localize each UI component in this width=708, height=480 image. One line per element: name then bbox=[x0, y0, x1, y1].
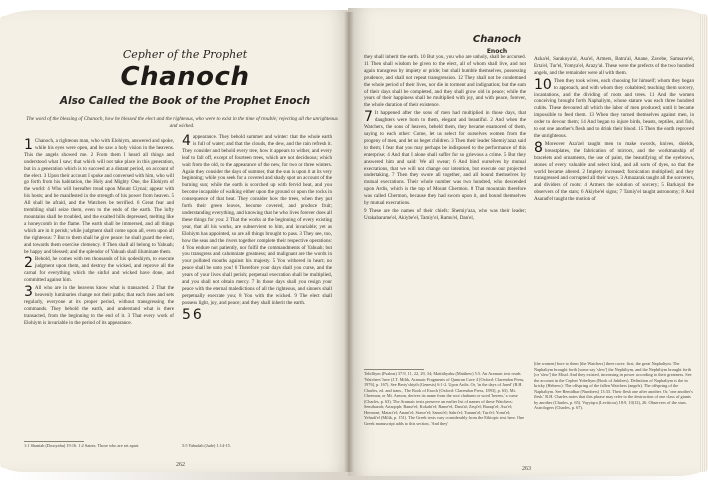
verse-text: Then they took wives, each choosing for himself; whom they began to approach, and with whom they cohabited; teaching them sorcery, incantations, and the dividing of roots and trees. 11 And the women conceiving brought forth Naphaliym, whose stature was each three hundred cubits. These devoured all which the labor of men produced; until it became impossible to feed them. 13 When they turned themselves against men, in order to devour them; 14 And began to injure birds, beasts, reptiles, and fish, to eat one another's flesh and to drink their blood. 15 Then the earth reproved the unrighteous. bbox=[534, 77, 694, 139]
verse-text: appearance. They behold summer and winter: that the whole earth is full of water; and that the clouds, the dew, and the rain refresh it. They consider and behold every tree, how it appears to wither, and every leaf to fall off, except of fourteen trees, which are not deciduous; which wait from the old, to the appearance of the new, for two or three winters. Again they consider the days of summer, that the sun is upon it at its very beginning; while you seek for a covered and shady spot on account of the burning sun; while the earth is scorched up with fervid heat, and you become incapable of walking either upon the ground or upon the rocks in consequence of that heat. They consider how the trees, when they put forth their green leaves, become covered, and produce fruit; understanding everything, and knowing that he who lives forever does all these things for you: 2 That the works at the beginning of every existing year, that all his works, are subservient to him, and invariable; yet as Elohiym has appointed, so are all things brought to pass. 3 They see, too, how the seas and the rivers together complete their respective operations: 4 You endure not patiently, nor fulfil the commandments of Yahuah; but you transgress and calumniate greatness; and malignant are the words in your polluted mouths against his majesty. 5 You withered in heart; no peace shall be unto you! 6 Therefore your days shall you curse, and the years of your lives shall perish; perpetual execration shall be multiplied, and you shall not obtain mercy. 7 In those days shall you resign your peace with the eternal maledictions of all the righteous, and sinners shall perpetually execrate you; 8 You with the wicked. 9 The elect shall possess light, joy, and peace; and they shall inherit the earth. bbox=[182, 134, 332, 306]
chapter-1-paragraph bbox=[24, 138, 174, 255]
chapter-10-paragraph bbox=[534, 78, 694, 140]
right-page-edges bbox=[700, 14, 708, 472]
left-column-2 bbox=[182, 134, 332, 438]
footnote-rule bbox=[24, 441, 84, 442]
verse-paragraph: Azka'el, Saraknya'al, Asa'el, Armers, Batra'al, Anane, Zavebe, Samsave'el, Erta'el, Tur'el, Yomya'el, Arazy'al. These were the prefects of the two hundred angels, and the remainder were all with them. bbox=[534, 56, 694, 76]
intro-paragraph: The word of the blessing of Chanoch, how he blessed the elect and the righteous, who were to exist in the time of trouble; rejecting all the unrighteous and wicked. bbox=[26, 116, 338, 129]
verse-text: All who are in the heavens know what is transacted. 2 That the heavenly luminaries change not their paths; that each rises and sets regularly, everyone at its proper period, without transgressing the commands. They behold the earth, and understand what is there transacted, from the beginning to the end of it. 3 That every work of Elohiym is invariable in the period of its appearance. bbox=[24, 285, 174, 326]
left-column-1 bbox=[24, 138, 174, 438]
right-column-2 bbox=[534, 56, 694, 356]
chapter-number: 4 bbox=[182, 134, 191, 149]
verse-text: Moreover Aza'zel taught men to make swords, knives, shields, breastplates, the fabrication of mirrors, and the workmanship of bracelets and ornaments, the use of paint, the beautifying of the eyebrows, stones of every valuable and select kind, and all sorts of dyes, so that the world became altered. 2 Impiety increased; fornication multiplied; and they transgressed and corrupted all their ways. 3 Amazarak taught all the sorcerers, and dividers of roots: 4 Armers the solution of sorcery; 5 Barkayal the observers of the stars; 6 Akiybe'el signs; 7 Tamiy'el taught astronomy; 8 And Asarad'el taught the motion of bbox=[534, 140, 694, 203]
chapter-7-paragraph bbox=[364, 110, 526, 207]
chapter-2-paragraph bbox=[24, 256, 174, 284]
chapter-3-paragraph bbox=[24, 285, 174, 326]
footnotes-right-col1: Tehilliym (Psalms) 37:9, 11, 22, 29, 34; Mattithyahu (Matthew) 5:5. An Aramaic text reads 'Watchers' here (J.T. Milik, Aramaic Fragments of Qumran Cave 4 [Oxford: Clarendon Press, 1976], p. 167). See Beriy'shiyth (Genesis) 6:1-2. Upon Ardis. Or, 'in the days of Jared' (R.H. Charles, ed. and trans., The Book of Enoch [Oxford: Clarendon Press, 1893], p. 63). Mt. Chermon, or Mt. Armon, derives its name from the root chaharm or word 'herem,' a curse (Charles, p. 63). The Aramaic texts preserve an earlier list of names of these Watchers: Semihazah; Artaqoph; Rame'el; Kokabi'el; Rame'el; Dani'al; Zeqi'el; Baraqi'el; Asa'el; Hermoni; Matari'el; Anani'el; Stawe'el; Samsi'el; Sahri'el; Tummi'el; Turi'el; Yomi'el; Yehadi'el (Milik, p. 151). The Greek texts vary considerably from the Ethiopic text here. One Greek manuscript adds to this section, 'And they' bbox=[364, 371, 525, 426]
footnotes-left-col1: 1:1 Shaniah (Doxiyahu) 19:16. 1:2 Saints. Those who are set apart. bbox=[24, 443, 140, 448]
book-gutter bbox=[344, 12, 354, 472]
verse-text: Behold, he comes with ten thousands of his qodeshiym, to execute judgment upon them, and destroy the wicked, and reprove all the carnal for everything which the sinful and wicked have done, and committed against him. bbox=[24, 256, 174, 284]
running-subhead: Enoch bbox=[486, 48, 508, 55]
chapter-number: 3 bbox=[24, 284, 33, 301]
chapter-number: 2 bbox=[24, 255, 33, 272]
verse-text: It happened after the sons of men had multiplied in those days, that daughters were born to them, elegant and beautiful. 2 And when the Watchers, the sons of heaven, beheld them, they became enamored of them, saying to each other: Come, let us select for ourselves women from the progeny of men, and let us beget children. 3 Then their leader Shemiy'azaz said to them; I fear that you may perhaps be indisposed to the performance of this enterprise; 4 And that I alone shall suffer for so grievous a crime. 5 But they answered him and said: We all swear; 6 And bind ourselves by mutual execrations, that we will not change our intention, but execute our projected undertaking. 7 Then they swore all together, and all bound themselves by mutual execrations. Their whole number was two hundred, who descended upon Ardis, which is the top of Mount Chermon. 8 That mountain therefore was called Chermon, because they had sworn upon it, and bound themselves by mutual execrations. bbox=[364, 110, 526, 207]
chapter-number: 10 bbox=[534, 76, 552, 93]
footnotes-left-col2: 5:5 Yahudah (Jude) 1:14-15. bbox=[182, 443, 231, 448]
title-small: Cepher of the Prophet bbox=[122, 48, 248, 61]
chapter-8-paragraph bbox=[534, 141, 694, 203]
running-head: Chanoch bbox=[472, 34, 522, 45]
chapter-number: 5 bbox=[182, 306, 191, 323]
verse-paragraph: they shall inherit the earth. 10 But you, you who are unholy, shall be accursed. 11 Then shall wisdom be given to the elect, all of whom shall live, and not again transgress by impiety or pride; but shall humble themselves, possessing prudence, and shall not repeat transgression. 12 They shall not be condemned the whole period of their lives, nor die in torment and indignation; but the sum of their days shall be completed, and they shall grow old in peace; while the years of their happiness shall be multiplied with joy, and with peace, forever, the whole duration of their existence. bbox=[364, 54, 526, 109]
chapter-number: 1 bbox=[24, 138, 33, 153]
chapter-4-6-paragraph bbox=[182, 134, 332, 307]
book-subtitle: Also Called the Book of the Prophet Enoch bbox=[59, 95, 311, 107]
page-number-left: 262 bbox=[176, 462, 185, 468]
book-title-block bbox=[30, 48, 340, 107]
right-column-1 bbox=[364, 54, 526, 364]
chapter-number: 8 bbox=[534, 139, 543, 156]
title-main: Chanoch bbox=[120, 62, 250, 92]
footnotes-right-col2: [the women] bore to them [the Watchers] three races: first, the great Naphaliym. The Naphaliym brought forth [some say 'slew'] the Nephiliym, and the Nephiliym brought forth [or 'slew'] the Eliud. And they existed, increasing in power according to their greatness. See the account in the Cepher Yobeliym (Book of Jubilees). Definition of Naphaliym is the in bricky (Hebrew): The offspring of the fallen Watchers (angels). The offspring of the Naphaliym. See Bemidbar (Numbers) 13:33. Their flesh one after another. Or, 'one another's flesh.' R.H. Charles notes that this phrase may refer to the destruction of one class of giants by another (Charles, p. 65). Vayyiqra (Leviticus) 18:9, 10(12), 26. Observers of the stars. Astrologers (Charles, p. 67). bbox=[534, 361, 693, 410]
verse-text: Chanoch, a righteous man, who with Elohiym, answered and spoke, while his eyes were open, and he saw a holy vision in the heavens. This the angels showed me. 2 From them I heard all things and understood what I saw; that which will not take place in this generation, but in a generation which is to succeed at a distant period, on account of the elect. 3 Upon their account I spoke and conversed with him, who will go forth from his habitation, the Holy and Mighty One, the Elohiym of the world: 4 Who will hereafter tread upon Mount Ciynai; appear with his hosts; and be manifested in the strength of his power from heaven. 5 All shall be afraid, and the Watchers be terrified. 6 Great fear and trembling shall seize them, even to the ends of the earth. The lofty mountains shall be troubled, and the exalted hills depressed, melting like a honeycomb in the flame. The earth shall be immersed, and all things which are in it perish; while judgment shall come upon all, even upon all the righteous: 7 But to them shall he give peace: he shall guard the elect, and towards them exercise clemency. 8 Then shall all belong to Yahuah; be happy and blessed; and the splendor of Yahuah shall illuminate them. bbox=[24, 138, 174, 255]
footnote-rule bbox=[364, 369, 424, 370]
chapter-number: 6 bbox=[192, 306, 202, 323]
page-number-right: 263 bbox=[522, 466, 531, 472]
verse-paragraph: 9 These are the names of their chiefs: Shemiy'aza, who was their leader; Urakabarame'el, Akiybe'el, Tamiy'el, Ramu'el, Dan'el, bbox=[364, 207, 526, 221]
chapter-number: 7 bbox=[364, 109, 373, 126]
